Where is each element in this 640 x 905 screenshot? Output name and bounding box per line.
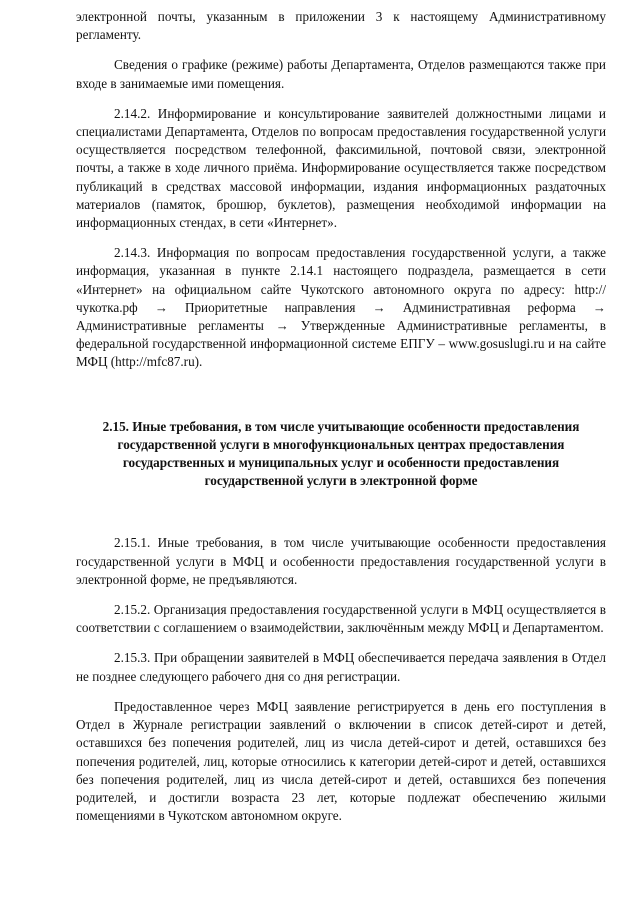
paragraph-registration: Предоставленное через МФЦ заявление регистрируется в день его поступления в Отдел в Журнале регистрации заявлений о включении в список детей-сирот и детей, оставшихся без попечения родителей, лиц из числа детей-сирот и детей, оставшихся без попечения родителей, лиц, которые относились к категории детей-сирот и детей, оставшихся без попечения родителей, лиц из числа детей-сирот и детей, оставшихся без попечения родителей, и достигли возраста 23 лет, которые подлежат обеспечению жилыми помещениями в Чукотском автономном округе. xyxy=(76,698,606,824)
paragraph-2-14-2: 2.14.2. Информирование и консультирование заявителей должностными лицами и специалистами Департамента, Отделов по вопросам предоставления государственной услуги осуществляется посредством телефонной, факсимильной, почтовой связи, электронной почты, а также в ходе личного приёма. Информирование осуществляется также посредством публикаций в средствах массовой информации, издания информационных раздаточных материалов (памяток, брошюр, буклетов), размещения необходимой информации на информационных стендах, в сети «Интернет». xyxy=(76,105,606,231)
paragraph-2-14-3: 2.14.3. Информация по вопросам предоставления государственной услуги, а также информация, указанная в пункте 2.14.1 настоящего подраздела, размещается в сети «Интернет» на официальном сайте Чукотского автономного округа по адресу: http://чукотка.рф → Приоритетные направления → Административная реформа → Административные регламенты → Утвержденные Административные регламенты, в федеральной государственной информационной системе ЕПГУ – www.gosuslugi.ru и на сайте МФЦ (http://mfc87.ru). xyxy=(76,245,606,370)
paragraph-2-15-1: 2.15.1. Иные требования, в том числе учитывающие особенности предоставления государственной услуги в МФЦ и особенности предоставления государственной услуги в электронной форме, не предъявляются. xyxy=(76,535,606,587)
section-heading-2-15: 2.15. Иные требования, в том числе учитывающие особенности предоставления государственной услуги в многофункциональных центрах предоставления государственных и муниципальных услуг и особенности предоставления государственной услуги в электронной форме xyxy=(102,418,580,489)
paragraph-email-continuation: электронной почты, указанным в приложении 3 к настоящему Административному регламенту. xyxy=(76,9,606,43)
paragraph-2-15-2: 2.15.2. Организация предоставления государственной услуги в МФЦ осуществляется в соответствии с соглашением о взаимодействии, заключённым между МФЦ и Департаментом. xyxy=(76,602,606,636)
paragraph-2-15-3: 2.15.3. При обращении заявителей в МФЦ обеспечивается передача заявления в Отдел не позднее следующего рабочего дня со дня регистрации. xyxy=(76,650,606,684)
paragraph-schedule-info: Сведения о графике (режиме) работы Департамента, Отделов размещаются также при входе в занимаемые ими помещения. xyxy=(76,57,606,91)
